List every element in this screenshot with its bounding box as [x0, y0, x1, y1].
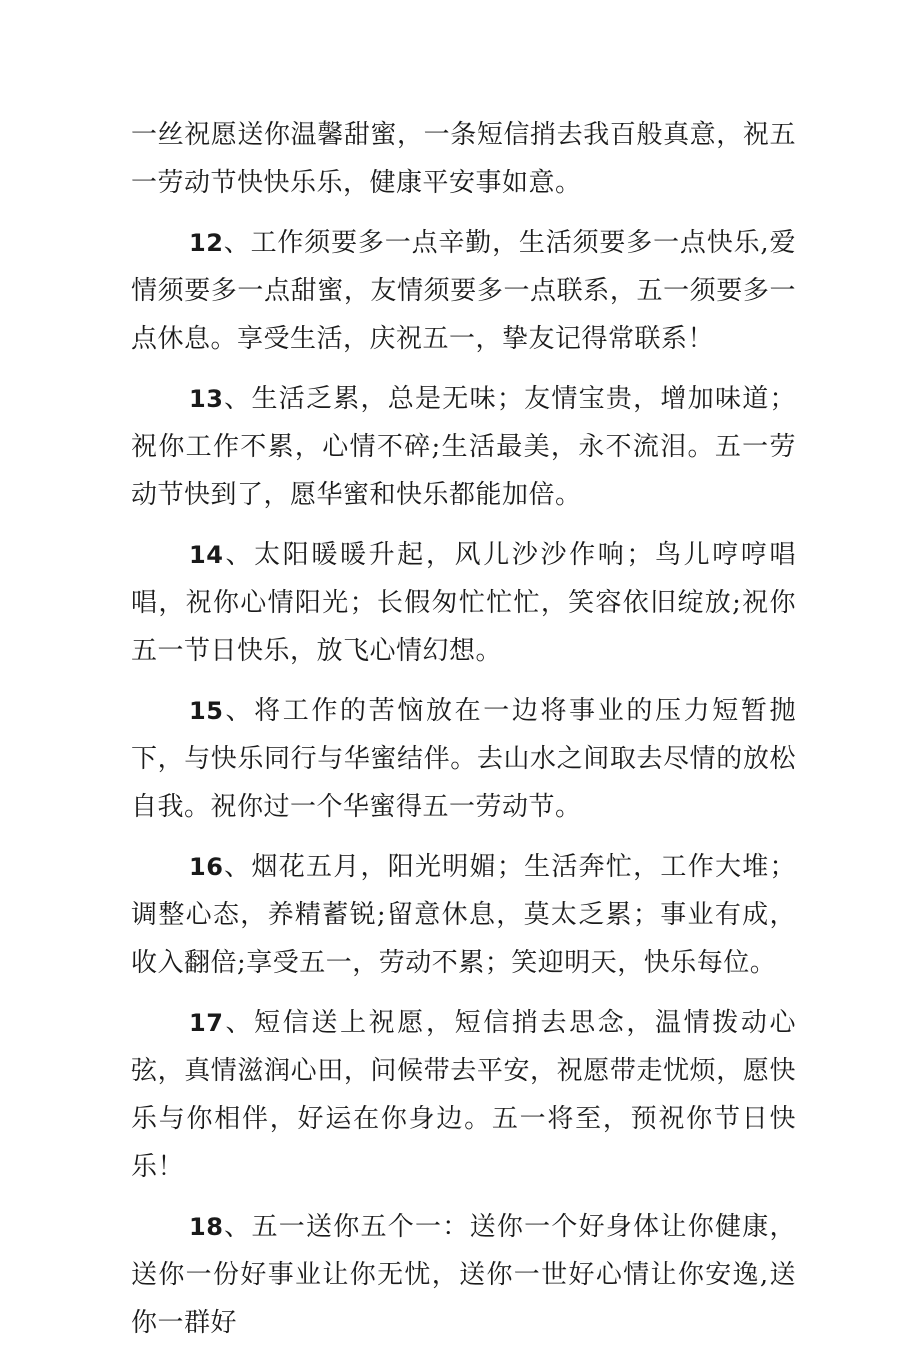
document-body: [131, 111, 796, 1359]
paragraph-text: 一丝祝愿送你温馨甜蜜，一条短信捎去我百般真意，祝五一劳动节快快乐乐，健康平安事如意。: [131, 120, 796, 198]
paragraph-text: 、将工作的苦恼放在一边将事业的压力短暂抛下，与快乐同行与华蜜结伴。去山水之间取去尽情的放松自我。祝你过一个华蜜得五一劳动节。: [131, 696, 796, 822]
paragraph-text: 、生活乏累，总是无味；友情宝贵，增加味道；祝你工作不累，心情不碎;生活最美，永不流泪。五一劳动节快到了，愿华蜜和快乐都能加倍。: [131, 384, 796, 510]
paragraph-text: 、五一送你五个一：送你一个好身体让你健康，送你一份好事业让你无忧，送你一世好心情让你安逸,送你一群好: [131, 1212, 796, 1338]
paragraph-16: [131, 843, 796, 987]
paragraph-17: [131, 999, 796, 1191]
paragraph-number: 13: [189, 385, 224, 413]
paragraph-15: [131, 687, 796, 831]
paragraph-13: [131, 375, 796, 519]
paragraph-text: 、工作须要多一点辛勤，生活须要多一点快乐,爱情须要多一点甜蜜，友情须要多一点联系，五一须要多一点休息。享受生活，庆祝五一，挚友记得常联系！: [131, 228, 796, 354]
paragraph-11-continuation: [131, 111, 796, 207]
paragraph-14: [131, 531, 796, 675]
paragraph-18: [131, 1203, 796, 1347]
paragraph-number: 18: [189, 1213, 224, 1241]
paragraph-number: 14: [189, 541, 224, 569]
paragraph-text: 、太阳暖暖升起，风儿沙沙作响；鸟儿哼哼唱唱，祝你心情阳光；长假匆忙忙忙，笑容依旧绽放;祝你五一节日快乐，放飞心情幻想。: [131, 540, 796, 666]
paragraph-number: 15: [189, 697, 224, 725]
paragraph-text: 、烟花五月，阳光明媚；生活奔忙，工作大堆；调整心态，养精蓄锐;留意休息，莫太乏累；事业有成，收入翻倍;享受五一，劳动不累；笑迎明天，快乐每位。: [131, 852, 796, 978]
paragraph-text: 、短信送上祝愿，短信捎去思念，温情拨动心弦，真情滋润心田，问候带去平安，祝愿带走忧烦，愿快乐与你相伴，好运在你身边。五一将至，预祝你节日快乐！: [131, 1008, 796, 1182]
paragraph-number: 16: [189, 853, 224, 881]
paragraph-number: 12: [189, 229, 224, 257]
paragraph-number: 17: [189, 1009, 224, 1037]
paragraph-12: [131, 219, 796, 363]
